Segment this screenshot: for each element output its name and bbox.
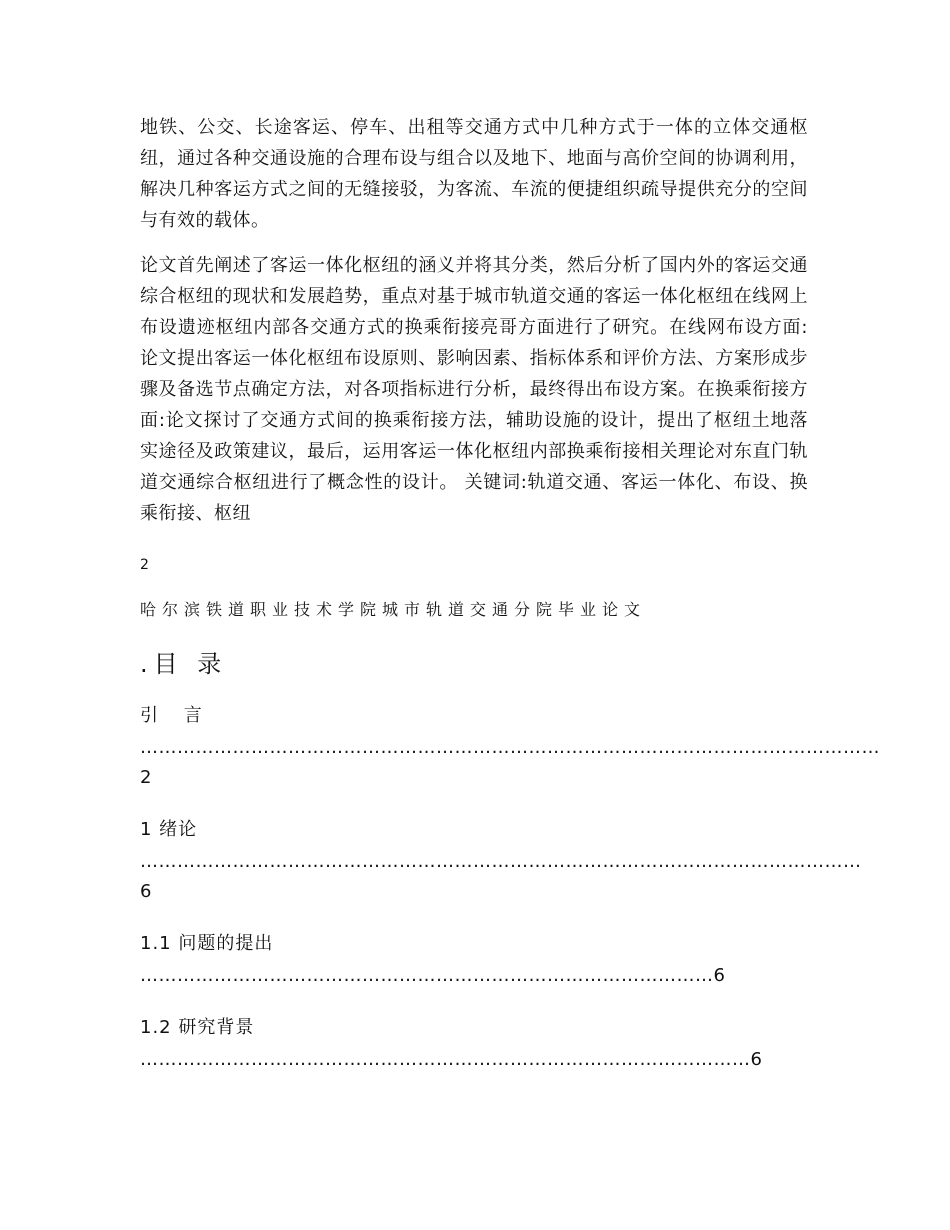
toc-entry-leader-page: ………………………………………………………………………………………6 xyxy=(140,1049,763,1070)
toc-title: .目 录 xyxy=(140,650,228,678)
page-number: 2 xyxy=(140,557,149,573)
toc-entry[interactable] xyxy=(140,701,880,793)
toc-entry[interactable] xyxy=(140,929,808,991)
toc-entry-label: 1.2 研究背景 xyxy=(140,1017,255,1038)
toc-entry-leader-page: …………………………………………………………………………………………………………2 xyxy=(140,737,880,788)
body-paragraph-1: 地铁、公交、长途客运、停车、出租等交通方式中几种方式于一体的立体交通枢纽，通过各种交通设施的合理布设与组合以及地下、地面与高价空间的协调利用，解决几种客运方式之间的无缝接驳，为客流、车流的便捷组织疏导提供充分的空间与有效的载体。 xyxy=(140,117,808,231)
toc-entry-leader-page: …………………………………………………………………………………6 xyxy=(140,965,726,986)
toc-entry-label: 引 言 xyxy=(140,705,212,726)
running-header: 哈尔滨铁道职业技术学院城市轨道交通分院毕业论文 xyxy=(140,600,647,619)
toc-entry[interactable] xyxy=(140,1013,808,1075)
document-page xyxy=(140,112,880,1075)
toc-entry-leader-page: ………………………………………………………………………………………………………6 xyxy=(140,851,862,902)
toc-entry-label: 1 绪论 xyxy=(140,819,198,840)
toc-entry-label: 1.1 问题的提出 xyxy=(140,933,274,954)
toc-entry[interactable] xyxy=(140,815,862,907)
body-paragraph-2: 论文首先阐述了客运一体化枢纽的涵义并将其分类，然后分析了国内外的客运交通综合枢纽的现状和发展趋势，重点对基于城市轨道交通的客运一体化枢纽在线网上布设遗迹枢纽内部各交通方式的换乘衔接亮哥方面进行了研究。在线网布设方面:论文提出客运一体化枢纽布设原则、影响因素、指标体系和评价方法、方案形成步骤及备选节点确定方法，对各项指标进行分析，最终得出布设方案。在换乘衔接方面:论文探讨了交通方式间的换乘衔接方法，辅助设施的设计，提出了枢纽土地落实途径及政策建议，最后，运用客运一体化枢纽内部换乘衔接相关理论对东直门轨道交通综合枢纽进行了概念性的设计。 关键词:轨道交通、客运一体化、布设、换乘衔接、枢纽 xyxy=(140,255,808,524)
